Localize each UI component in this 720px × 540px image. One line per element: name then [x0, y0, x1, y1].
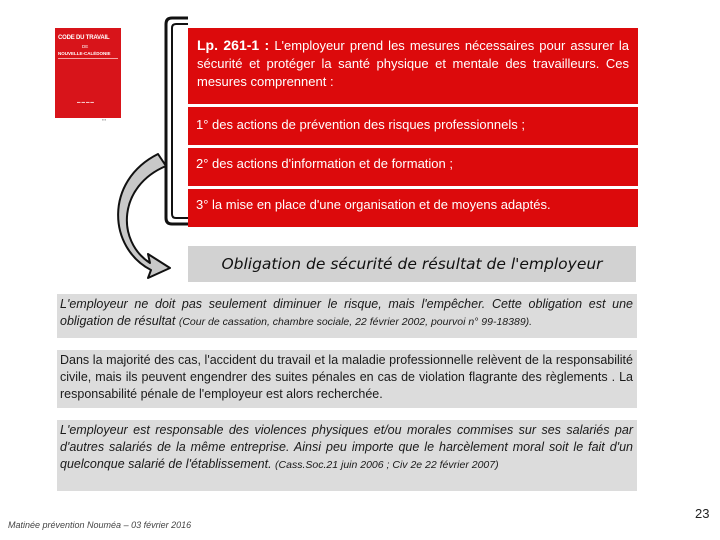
book-title-line1: CODE DU TRAVAIL	[58, 35, 110, 41]
paragraph-harassment-text: L'employeur est responsable des violences physiques et/ou morales commises sur ses salariés par d'autres salariés de la même entreprise. Ainsi peu importe que le harcèlement moral soit le fait d'un quelconque salarié de l'établissement.	[60, 423, 633, 471]
bracket-inner	[172, 24, 188, 218]
paragraph-harassment	[57, 420, 637, 491]
book-caption-mark: ▪▪▪	[102, 117, 107, 122]
section-title: Obligation de sécurité de résultat de l'employeur	[188, 246, 636, 282]
footer-text: Matinée prévention Nouméa – 03 février 2016	[8, 520, 192, 530]
book-small-text: ▬ ▬ ▬ ▬	[77, 100, 94, 104]
bracket-outline	[166, 18, 188, 224]
paragraph-obligation-text: L'employeur ne doit pas seulement diminuer le risque, mais l'empêcher. Cette obligation est une obligation de résultat	[60, 297, 633, 328]
article-item-2: 2° des actions d'information et de formation ;	[188, 148, 638, 186]
article-intro-text: L'employeur prend les mesures nécessaires pour assurer la sécurité et protéger la santé physique et mentale des travailleurs. Ces mesures comprennent :	[197, 38, 629, 89]
paragraph-responsibility: Dans la majorité des cas, l'accident du travail et la maladie professionnelle relèvent de la responsabilité civile, mais ils peuvent engendrer des suites pénales en cas de violation flagrante des règlements . La responsabilité pénale de l'employeur est alors recherchée.	[57, 350, 637, 408]
paragraph-harassment-reference: (Cass.Soc.21 juin 2006 ; Civ 2e 22 février 2007)	[275, 459, 499, 471]
curved-arrow-body	[118, 154, 170, 278]
article-item-3: 3° la mise en place d'une organisation et de moyens adaptés.	[188, 189, 638, 227]
book-title-line3: NOUVELLE-CALÉDONIE	[58, 51, 111, 56]
bracket-arrow-graphic	[108, 16, 190, 286]
paragraph-obligation-reference: (Cour de cassation, chambre sociale, 22 février 2002, pourvoi n° 99-18389).	[178, 316, 533, 328]
article-reference: Lp. 261-1 :	[197, 37, 270, 53]
article-item-1: 1° des actions de prévention des risques professionnels ;	[188, 107, 638, 145]
paragraph-obligation	[57, 294, 637, 338]
article-intro-box	[188, 28, 638, 104]
page-number: 23	[695, 506, 710, 521]
book-title-line2: DE	[82, 44, 89, 49]
